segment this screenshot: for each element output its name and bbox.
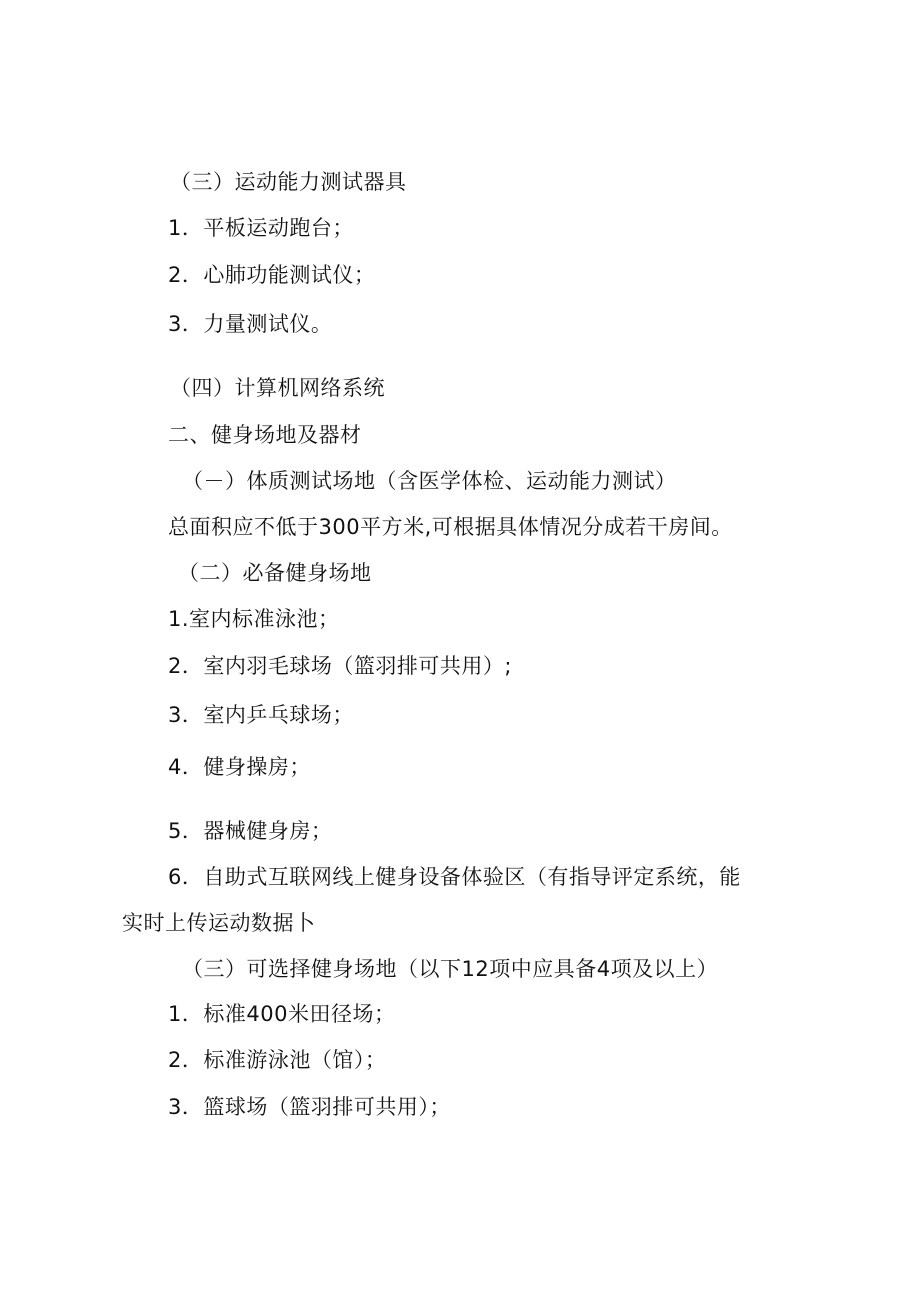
paragraph-continuation: 实时上传运动数据卜	[122, 911, 316, 935]
list-item: 1．平板运动跑台；	[168, 216, 354, 240]
list-item: 4．健身操房；	[168, 755, 311, 779]
list-item: 6．自助式互联网线上健身设备体验区（有指导评定系统，能	[168, 865, 741, 889]
section-heading-fitness-testing-venue: （－）体质测试场地（含医学体检、运动能力测试）	[182, 469, 677, 493]
list-item: 2．室内羽毛球场（篮羽排可共用）;	[168, 654, 512, 678]
list-item: 5．器械健身房；	[168, 819, 333, 843]
chapter-heading-fitness-venues: 二、健身场地及器材	[168, 423, 362, 447]
list-item: 3．力量测试仪。	[168, 312, 333, 336]
list-item: 1．标准400米田径场；	[168, 1002, 396, 1026]
list-item: 2．标准游泳池（馆）；	[168, 1048, 387, 1072]
section-heading-optional-venues: （三）可选择健身场地（以下12项中应具备4项及以上）	[182, 957, 719, 981]
list-item: 2．心肺功能测试仪；	[168, 263, 376, 287]
section-heading-required-venues: （二）必备健身场地	[178, 561, 372, 585]
paragraph-text: 总面积应不低于300平方米,可根据具体情况分成若干房间。	[168, 515, 733, 539]
list-item: 3．篮球场（篮羽排可共用）；	[168, 1095, 451, 1119]
section-heading-computer-network: （四）计算机网络系统	[170, 376, 385, 400]
section-heading-exercise-testing-equipment: （三）运动能力测试器具	[170, 170, 407, 194]
list-item: 1.室内标准泳池；	[168, 607, 340, 631]
list-item: 3．室内乒乓球场；	[168, 703, 354, 727]
